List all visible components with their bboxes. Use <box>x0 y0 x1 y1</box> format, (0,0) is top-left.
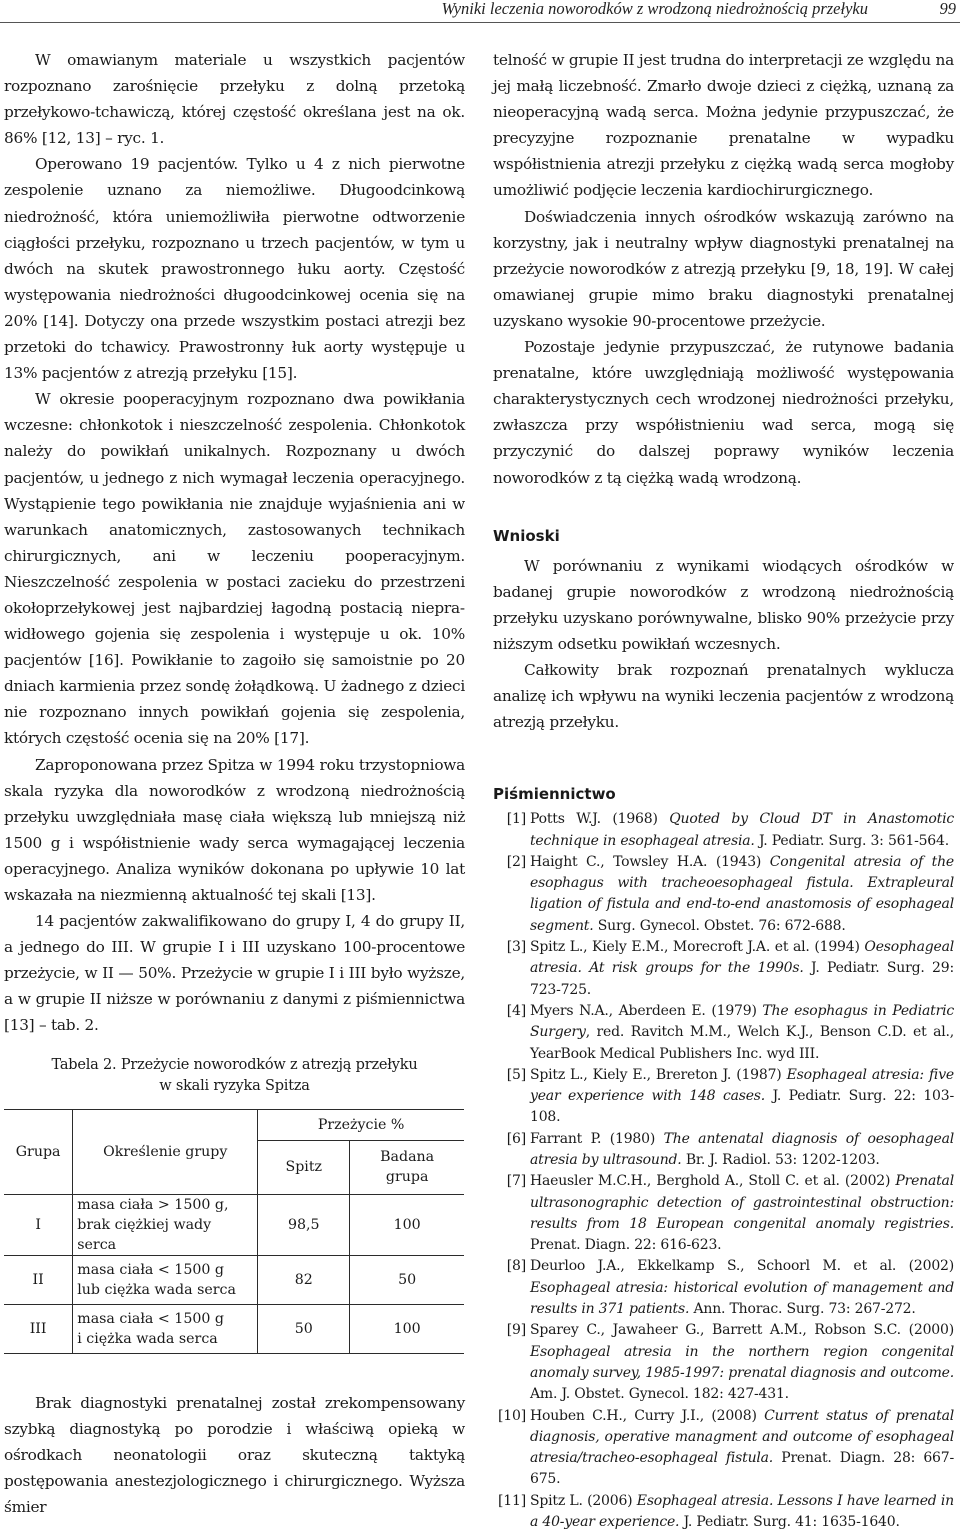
reference-source: Surg. Gynecol. Obstet. 76: 672-688. <box>593 917 846 934</box>
conclusion-paragraph: W porównaniu z wynikami wiodących ośrodków w badanej grupie noworodków z wrodzoną niedrożnością przełyku uzyskano porównywalne, blisko 90% przeżycie przy niższym odsetku powikłań wczesnych. <box>493 556 954 653</box>
cell-spitz: 82 <box>258 1255 350 1304</box>
reference-text <box>530 1129 954 1172</box>
left-column <box>4 47 465 1520</box>
reference-text <box>530 937 954 1001</box>
reference-item <box>493 1065 954 1129</box>
reference-title: Current status of prenatal diagnosis, operative managment and outcome of esophageal atresia/tracheo-esophageal fistula. <box>530 1407 954 1467</box>
reference-title: Quoted by Cloud DT in Anastomotic technique in esophageal atresia. <box>530 811 954 849</box>
cell-definition <box>73 1255 258 1304</box>
reference-number: [2] <box>506 853 526 870</box>
reference-item <box>493 1256 954 1320</box>
cell-definition <box>73 1304 258 1353</box>
conclusions-heading: Wnioski <box>493 526 560 545</box>
body-paragraph: Pozostaje jedynie przypuszczać, że rutynowe badania prenatalne, które uwzględniają możliwość występowania charakterystycznych cech wrodzonej niedrożności przełyku, zwłaszcza przy współistnieniu wad serca, mogą się przyczynić do dalszej poprawy wyników leczenia noworodków z tą ciężką wadą wrodzoną. <box>493 338 954 487</box>
reference-title: Esophageal atresia: five year experience with 148 cases. <box>530 1066 955 1105</box>
cell-definition <box>73 1194 258 1255</box>
reference-source: , red. Ravitch M.M., Welch K.J., Benson C.D. et al., YearBook Medical Publishers Inc. wyd III. <box>530 1024 954 1062</box>
reference-item <box>493 1001 954 1065</box>
reference-text <box>530 1065 954 1129</box>
cell-study: 100 <box>350 1304 464 1353</box>
reference-item <box>493 1320 954 1405</box>
header-group: Grupa <box>4 1109 73 1194</box>
reference-authors: Sparey C., Jawaheer G., Barrett A.M., Robson S.C. (2000) <box>530 1322 954 1339</box>
reference-number: [10] <box>498 1407 526 1424</box>
reference-title: Congenital atresia of the esophagus with tracheoesophageal fistula. Extrapleural ligation of fistula and end-to-end anastomosis of esophageal segment. <box>530 853 954 934</box>
table-caption <box>4 1055 465 1097</box>
reference-authors: Spitz L., Kiely E., Brereton J. (1987) <box>530 1066 787 1083</box>
reference-text <box>530 1491 954 1533</box>
running-title: Wyniki leczenia noworodków z wrodzoną niedrożnością przełyku <box>441 0 868 18</box>
definition-line: masa ciała < 1500 g <box>77 1310 225 1327</box>
cell-spitz: 98,5 <box>258 1194 350 1255</box>
reference-source: J. Pediatr. Surg. 22: 103-108. <box>530 1088 954 1126</box>
reference-authors: Haeusler M.C.H., Berghold A., Stoll C. et al. (2002) <box>530 1173 896 1190</box>
reference-text <box>530 1001 954 1065</box>
reference-item <box>493 852 954 937</box>
reference-authors: Potts W.J. (1968) <box>530 811 670 828</box>
reference-source: Ann. Thorac. Surg. 73: 267-272. <box>689 1301 916 1318</box>
reference-authors: Spitz L., Kiely E.M., Morecroft J.A. et al. (1994) <box>530 939 865 956</box>
reference-text <box>530 1171 954 1256</box>
body-paragraph: W omawianym materiale u wszystkich pacjentów rozpoznano zarośnięcie przełyku z dolną przetoką przełykowo-tchawiczą, której częstość określana jest na ok. 86% [12, 13] – ryc. 1. <box>4 51 465 148</box>
reference-source: Prenat. Diagn. 22: 616-623. <box>530 1237 722 1254</box>
reference-number: [6] <box>506 1130 526 1147</box>
reference-item <box>493 809 954 852</box>
header-spitz: Spitz <box>258 1140 350 1194</box>
reference-source: J. Pediatr. Surg. 3: 561-564. <box>754 832 949 849</box>
header-study-group: Badana grupa <box>350 1140 464 1194</box>
reference-title: The esophagus in Pediatric Surgery <box>530 1002 954 1041</box>
definition-line: lub ciężka wada serca <box>77 1281 236 1298</box>
cell-study: 100 <box>350 1194 464 1255</box>
definition-line: brak ciężkiej wady serca <box>77 1216 212 1253</box>
reference-source: Am. J. Obstet. Gynecol. 182: 427-431. <box>530 1386 789 1403</box>
reference-title: Esophageal atresia. Lessons I have learned in a 40-year experience. <box>530 1492 954 1531</box>
page-number: 99 <box>939 0 956 18</box>
reference-text <box>530 1406 954 1491</box>
body-paragraph: telność w grupie II jest trudna do interpretacji ze względu na jej małą liczebność. Zmarło dwoje dzieci z ciężką, uznaną za nieoperacyjną wadą serca. Można jedynie przypuszczać, że precyzyjne rozpoznanie prenatalne w wypadku współistnienia atrezji przełyku z ciężką wadą serca mogłoby umożliwić podjęcie leczenia kardiochirurgicznego. <box>493 51 954 200</box>
cell-group: I <box>4 1194 73 1255</box>
table-row <box>4 1255 464 1304</box>
table-header-row <box>4 1109 464 1140</box>
reference-number: [8] <box>506 1258 526 1275</box>
right-column <box>493 47 954 1533</box>
references-heading: Piśmiennictwo <box>493 785 616 804</box>
reference-text <box>530 852 954 937</box>
reference-authors: Houben C.H., Curry J.I., (2008) <box>530 1407 765 1424</box>
reference-title: Esophageal atresia in the northern region congenital anomaly survey, 1985-1997: prenatal diagnosis and outcome. <box>530 1343 954 1381</box>
reference-number: [5] <box>506 1066 526 1083</box>
body-paragraph: Doświadczenia innych ośrodków wskazują zarówno na korzystny, jak i neutralny wpływ diagnostyki prenatalnej na przeżycie noworodków z atrezją przełyku [9, 18, 19]. W całej omawianej grupie mimo braku diagnostyki prenatalnej uzyskano wysokie 90-procentowe przeżycie. <box>493 207 954 330</box>
table-row <box>4 1194 464 1255</box>
reference-item <box>493 937 954 1001</box>
reference-item <box>493 1171 954 1256</box>
reference-source: Br. J. Radiol. 53: 1202-1203. <box>681 1152 880 1168</box>
page-header <box>0 0 960 23</box>
definition-line: masa ciała > 1500 g, <box>77 1196 229 1213</box>
definition-line: i ciężka wada serca <box>77 1330 218 1347</box>
table-caption-line: w skali ryzyka Spitza <box>159 1077 310 1094</box>
reference-number: [3] <box>506 939 526 956</box>
spitz-survival-table <box>4 1109 464 1354</box>
reference-authors: Deurloo J.A., Ekkelkamp S., Schoorl M. et al. (2002) <box>530 1258 954 1275</box>
reference-item <box>493 1406 954 1491</box>
table-row <box>4 1304 464 1353</box>
reference-number: [1] <box>506 811 526 828</box>
reference-title: Oesophageal atresia. At risk groups for the 1990s. <box>530 939 954 977</box>
reference-number: [9] <box>506 1322 526 1339</box>
header-survival: Przeżycie % <box>258 1109 464 1140</box>
reference-item <box>493 1491 954 1533</box>
reference-authors: Spitz L. (2006) <box>530 1492 637 1509</box>
cell-group: II <box>4 1255 73 1304</box>
reference-list <box>493 809 954 1533</box>
reference-source: J. Pediatr. Surg. 29: 723-725. <box>530 960 954 998</box>
reference-authors: Farrant P. (1980) <box>530 1130 664 1147</box>
reference-source: Prenat. Diagn. 28: 667-675. <box>530 1450 954 1488</box>
reference-authors: Myers N.A., Aberdeen E. (1979) <box>530 1002 763 1019</box>
table-caption-line: Tabela 2. Przeżycie noworodków z atrezją przełyku <box>51 1056 418 1073</box>
body-paragraph: 14 pacjentów zakwalifikowano do grupy I, 4 do grupy II, a jednego do III. W grupie I i III uzyskano 100-procentowe przeżycie, w II — 50%. Przeżycie w grupie I i III było wyższe, a w grupie II niższe w porównaniu z danymi z piśmiennictwa [13] – tab. 2. <box>4 912 465 1035</box>
reference-text <box>530 1320 954 1405</box>
reference-text <box>530 1256 954 1320</box>
reference-source: J. Pediatr. Surg. 41: 1635-1640. <box>679 1514 900 1531</box>
reference-number: [7] <box>506 1173 526 1190</box>
body-paragraph: Operowano 19 pacjentów. Tylko u 4 z nich pierwotne zespolenie uznano za niemożliwe. Długoodcinkową niedrożność, która uniemożliwiła pierwotne odtworzenie ciągłości przełyku, rozpoznano u trzech pacjentów, w tym u dwóch na skutek prawostronnego łuku aorty. Częstość występowania niedrożności długoodcinkowej ocenia się na 20% [14]. Dotyczy ona przede wszystkim postaci atrezji bez przetoki do tchawicy. Prawostronny łuk aorty występuje u 13% pacjentów z atrezją przełyku [15]. <box>4 155 465 383</box>
body-paragraph: W okresie pooperacyjnym rozpoznano dwa powikłania wczesne: chłonkotok i nieszczelność zespolenia. Chłonkotok należy do powikłań unikalnych. Rozpoznany u dwóch pacjentów, u jednego z nich wymagał leczenia operacyjnego. Wystąpienie tego powikłania nie znajduje wyjaśnienia ani w warunkach anatomicznych, zastosowanych technikach chirurgicznych, ani w leczeniu pooperacyjnym. Nieszczelność zespolenia w postaci zacieku do przestrzeni okołoprzełykowej jest najbardziej łagodną postacią nieprawidłowego gojenia się zespolenia i występuje u ok. 10% pacjentów [16]. Powikłanie to zagoiło się samoistnie po 20 dniach karmienia przez sondę żołądkową. U żadnego z dzieci nie rozpoznano innych powikłań gojenia się zespolenia, których częstość ocenia się na 20% [17]. <box>4 390 465 748</box>
definition-line: masa ciała < 1500 g <box>77 1261 225 1278</box>
reference-title: Esophageal atresia: historical evolution of management and results in 371 patients. <box>530 1279 954 1318</box>
reference-number: [11] <box>498 1492 526 1509</box>
reference-item <box>493 1129 954 1172</box>
reference-title: The antenatal diagnosis of oesophageal atresia by ultrasound. <box>530 1130 954 1168</box>
cell-study: 50 <box>350 1255 464 1304</box>
cell-group: III <box>4 1304 73 1353</box>
conclusion-paragraph: Całkowity brak rozpoznań prenatalnych wyklucza analizę ich wpływu na wyniki leczenia pacjentów z wrodzoną atrezją przełyku. <box>493 660 954 732</box>
reference-text <box>530 809 954 852</box>
reference-title: Prenatal ultrasonographic detection of gastrointestinal obstruction: results from 18 European congenital anomaly registries. <box>530 1173 954 1232</box>
cell-spitz: 50 <box>258 1304 350 1353</box>
reference-authors: Haight C., Towsley H.A. (1943) <box>530 853 770 870</box>
body-paragraph: Brak diagnostyki prenatalnej został zrekompensowany szybką diagnostyką po porodzie i właściwą opieką w ośrodkach neonatologii oraz skuteczną taktyką postępowania anestezjologicznego i chirurgicznego. Wyższa śmier <box>4 1393 465 1516</box>
body-paragraph: Zaproponowana przez Spitza w 1994 roku trzystopniowa skala ryzyka dla noworodków z wrodzoną niedrożnością przełyku uwzględniała masę ciała większą lub mniejszą niż 1500 g i współistnienie wady serca wymagającej leczenia operacyjnego. Analiza wyników dokonana po upływie 10 lat wskazała na niezmienną aktualność tej skali [13]. <box>4 755 465 904</box>
header-definition: Określenie grupy <box>73 1109 258 1194</box>
reference-number: [4] <box>506 1002 526 1019</box>
